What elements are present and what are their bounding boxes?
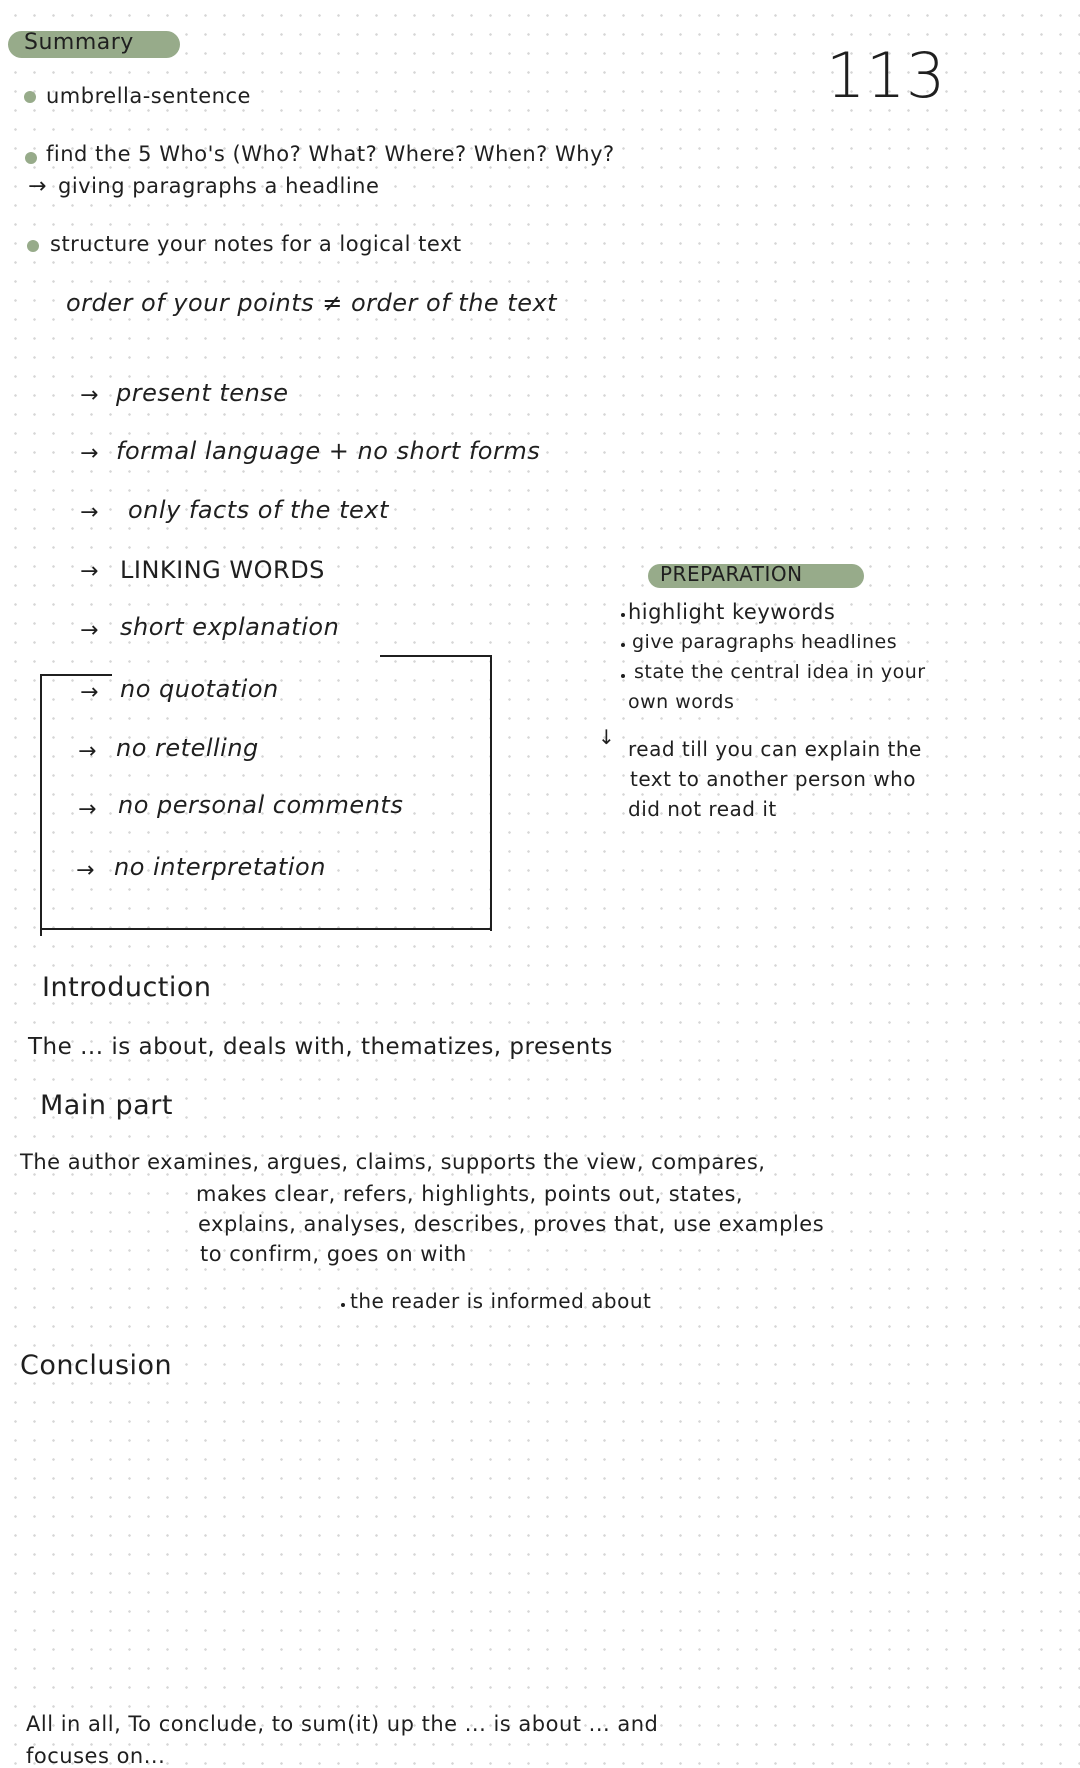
headline-text: giving paragraphs a headline <box>58 174 380 198</box>
bracket-top-left <box>40 674 112 676</box>
prep-item: highlight keywords <box>628 600 836 624</box>
arrow-right-icon: → <box>78 797 97 822</box>
rule-item: no personal comments <box>118 791 404 819</box>
introduction-heading: Introduction <box>42 972 212 1003</box>
preparation-title: PREPARATION <box>660 562 803 586</box>
arrow-right-icon: → <box>28 174 47 199</box>
prep-item: give paragraphs headlines <box>632 631 898 653</box>
conclusion-line: All in all, To conclude, to sum(it) up the ... is about ... and <box>26 1712 659 1736</box>
arrow-right-icon: → <box>80 680 99 705</box>
five-ws-text: find the 5 Who's (Who? What? Where? When? Why? <box>46 142 615 166</box>
umbrella-sentence-text: umbrella-sentence <box>46 84 251 108</box>
prep-read-line: read till you can explain the <box>628 737 922 761</box>
rule-item: no quotation <box>120 675 279 703</box>
bullet-dot <box>25 152 37 164</box>
rule-item: formal language + no short forms <box>116 437 541 465</box>
conclusion-line: focuses on... <box>26 1744 166 1768</box>
prep-item: own words <box>628 691 735 713</box>
rule-item: present tense <box>116 379 289 407</box>
arrow-right-icon: → <box>80 618 99 643</box>
main-part-line: to confirm, goes on with <box>200 1242 467 1266</box>
prep-read-line: did not read it <box>628 797 777 821</box>
arrow-right-icon: → <box>80 441 99 466</box>
list-dot <box>621 674 625 678</box>
order-text: order of your points ≠ order of the text <box>66 289 558 317</box>
rule-item: short explanation <box>120 613 340 641</box>
rule-item: only facts of the text <box>128 496 389 524</box>
page-title: Summary <box>24 30 134 55</box>
bullet-dot <box>27 240 39 252</box>
list-dot <box>621 643 625 647</box>
bullet-dot <box>24 91 36 103</box>
main-part-line: The author examines, argues, claims, supports the view, compares, <box>20 1150 766 1174</box>
arrow-right-icon: → <box>78 739 97 764</box>
bracket-left <box>40 674 42 936</box>
bracket-bottom <box>40 928 492 930</box>
rule-item: LINKING WORDS <box>120 556 325 584</box>
main-part-line: makes clear, refers, highlights, points out, states, <box>196 1182 744 1206</box>
introduction-text: The ... is about, deals with, thematizes, presents <box>28 1034 613 1060</box>
conclusion-heading: Conclusion <box>20 1350 173 1381</box>
prep-item: state the central idea in your <box>634 661 926 683</box>
main-part-line: explains, analyses, describes, proves that, use examples <box>198 1212 825 1236</box>
page-number: 113 <box>826 39 946 112</box>
structure-text: structure your notes for a logical text <box>50 232 462 256</box>
rule-item: no retelling <box>116 734 259 762</box>
main-part-heading: Main part <box>40 1090 173 1121</box>
down-arrow-icon: ↓ <box>598 725 616 749</box>
arrow-right-icon: → <box>80 559 99 584</box>
bracket-right <box>490 657 492 931</box>
arrow-right-icon: → <box>80 383 99 408</box>
list-dot <box>341 1303 345 1307</box>
reader-informed-text: the reader is informed about <box>350 1289 652 1313</box>
bracket-top-right <box>380 655 492 657</box>
prep-read-line: text to another person who <box>630 767 917 791</box>
rule-item: no interpretation <box>114 853 326 881</box>
list-dot <box>621 613 625 617</box>
arrow-right-icon: → <box>76 858 95 883</box>
arrow-right-icon: → <box>80 500 99 525</box>
